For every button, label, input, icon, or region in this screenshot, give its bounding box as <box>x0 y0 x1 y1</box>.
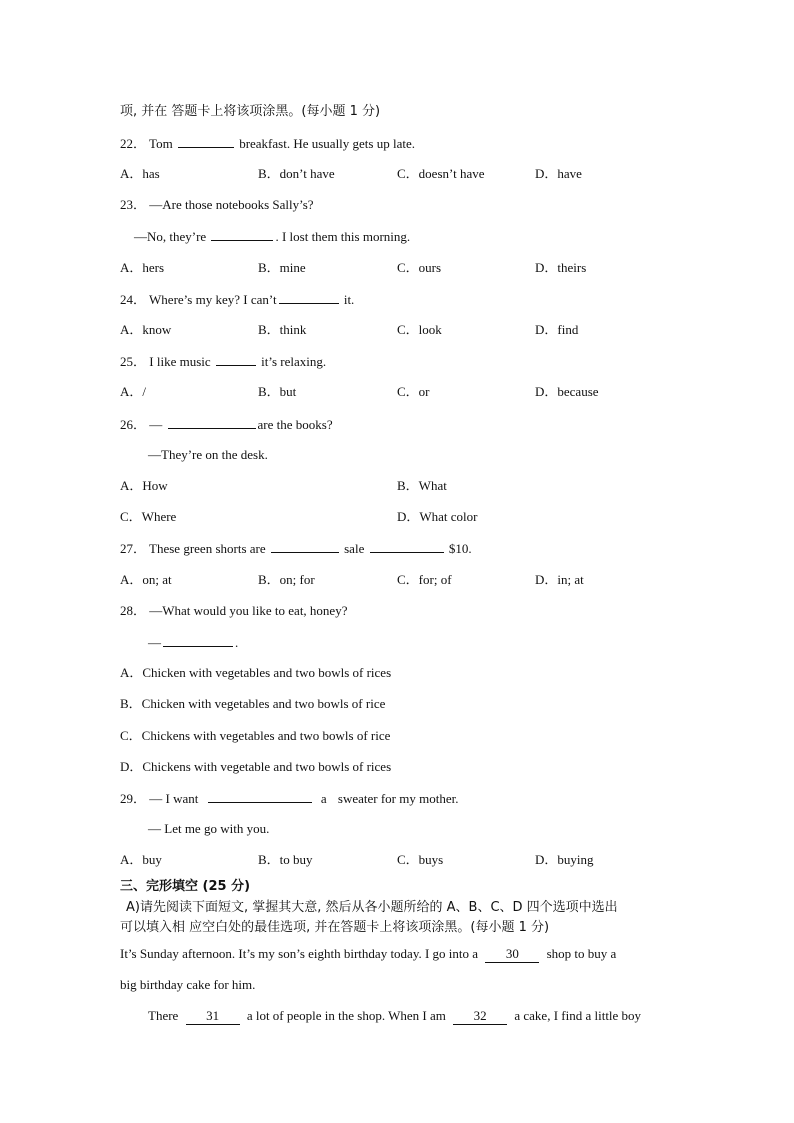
option-22-d[interactable]: D．have <box>535 166 582 181</box>
option-23-d[interactable]: D．theirs <box>535 260 587 275</box>
option-25-d[interactable]: D．because <box>535 384 599 399</box>
option-25-c[interactable]: C．or <box>397 384 430 399</box>
option-24-c[interactable]: C．look <box>397 322 442 337</box>
question-28-line2: — . <box>148 635 239 650</box>
option-26-c[interactable]: C．Where <box>120 509 177 524</box>
blank-32[interactable]: 32 <box>453 1008 507 1025</box>
answer-blank[interactable] <box>279 291 339 304</box>
section-instructions-line2: 可以填入相 应空白处的最佳选项, 并在答题卡上将该项涂黑。(每小题 1 分) <box>120 920 550 935</box>
answer-blank[interactable] <box>370 540 444 553</box>
section-instructions-line1: A)请先阅读下面短文, 掌握其大意, 然后从各小题所给的 A、B、C、D 四个选项中选出 <box>126 900 618 915</box>
option-27-c[interactable]: C．for; of <box>397 572 452 587</box>
intro-tail: 项, 并在 答题卡上将该项涂黑。(每小题 1 分) <box>120 104 381 119</box>
question-23-line2: —No, they’re . I lost them this morning. <box>134 229 411 244</box>
blank-31[interactable]: 31 <box>186 1008 240 1025</box>
option-23-b[interactable]: B．mine <box>258 260 306 275</box>
option-24-a[interactable]: A．know <box>120 322 172 337</box>
option-24-d[interactable]: D．find <box>535 322 579 337</box>
option-28-a[interactable]: A．Chicken with vegetables and two bowls of rices <box>120 665 392 680</box>
option-29-c[interactable]: C．buys <box>397 852 444 867</box>
option-27-a[interactable]: A．on; at <box>120 572 172 587</box>
answer-blank[interactable] <box>168 416 256 429</box>
option-29-b[interactable]: B．to buy <box>258 852 313 867</box>
option-29-a[interactable]: A．buy <box>120 852 162 867</box>
option-24-b[interactable]: B．think <box>258 322 307 337</box>
option-27-d[interactable]: D．in; at <box>535 572 584 587</box>
option-23-a[interactable]: A．hers <box>120 260 165 275</box>
passage-line2: big birthday cake for him. <box>120 977 256 992</box>
question-26: 26． — are the books? <box>120 417 333 432</box>
option-26-d[interactable]: D．What color <box>397 509 478 524</box>
option-26-b[interactable]: B．What <box>397 478 447 493</box>
option-23-c[interactable]: C．ours <box>397 260 442 275</box>
answer-blank[interactable] <box>216 353 256 366</box>
answer-blank[interactable] <box>163 634 233 647</box>
question-28: 28． —What would you like to eat, honey? <box>120 603 348 618</box>
option-27-b[interactable]: B．on; for <box>258 572 315 587</box>
option-26-a[interactable]: A．How <box>120 478 168 493</box>
answer-blank[interactable] <box>208 790 312 803</box>
option-28-b[interactable]: B．Chicken with vegetables and two bowls of rice <box>120 696 386 711</box>
option-25-a[interactable]: A．/ <box>120 384 147 399</box>
passage-line1: It’s Sunday afternoon. It’s my son’s eighth birthday today. I go into a 30 shop to buy a <box>120 946 617 961</box>
option-29-d[interactable]: D．buying <box>535 852 594 867</box>
option-22-a[interactable]: A．has <box>120 166 160 181</box>
question-22: 22． Tom breakfast. He usually gets up late. <box>120 136 415 151</box>
passage-line3: There 31 a lot of people in the shop. When I am 32 a cake, I find a little boy <box>148 1008 642 1023</box>
option-22-b[interactable]: B．don’t have <box>258 166 335 181</box>
blank-30[interactable]: 30 <box>485 946 539 963</box>
question-24: 24． Where’s my key? I can’t it. <box>120 292 355 307</box>
option-22-c[interactable]: C．doesn’t have <box>397 166 485 181</box>
question-27: 27． These green shorts are sale $10. <box>120 541 472 556</box>
question-23: 23． —Are those notebooks Sally’s? <box>120 197 314 212</box>
option-28-d[interactable]: D．Chickens with vegetable and two bowls of rices <box>120 759 392 774</box>
section-title: 三、完形填空 (25 分) <box>120 879 251 894</box>
answer-blank[interactable] <box>211 228 273 241</box>
answer-blank[interactable] <box>178 135 234 148</box>
question-29-line2: — Let me go with you. <box>148 821 270 836</box>
answer-blank[interactable] <box>271 540 339 553</box>
question-26-line2: —They’re on the desk. <box>148 447 268 462</box>
question-29: 29． — I want a sweater for my mother. <box>120 791 459 806</box>
option-28-c[interactable]: C．Chickens with vegetables and two bowls of rice <box>120 728 391 743</box>
option-25-b[interactable]: B．but <box>258 384 297 399</box>
question-25: 25． I like music it’s relaxing. <box>120 354 327 369</box>
